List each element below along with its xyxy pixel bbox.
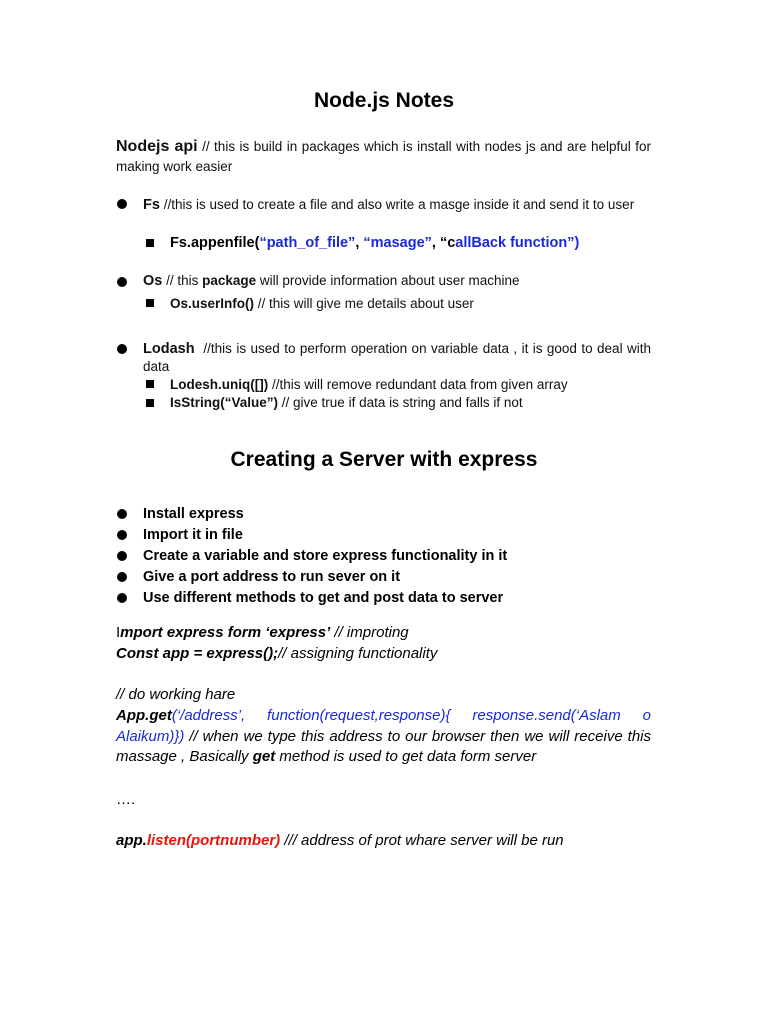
- fs-sub-arg3: allBack function”): [455, 235, 580, 251]
- lodash-text: //this is used to perform operation on variable data , it is good to deal with data: [143, 341, 651, 374]
- code-line-comment: // do working hare: [116, 686, 236, 703]
- list-subitem-os-userinfo: [170, 296, 474, 311]
- lodash-name: Lodash: [143, 341, 195, 357]
- bullet-icon: [117, 551, 127, 561]
- fs-text: //this is used to create a file and also write a masge inside it and send it to user: [163, 197, 635, 212]
- list-item-lodash: [143, 340, 651, 376]
- list-item-step: Use different methods to get and post data to server: [143, 590, 504, 606]
- code-line-listen: [116, 831, 564, 852]
- square-bullet-icon: [146, 399, 154, 407]
- bullet-icon: [117, 344, 127, 354]
- code-get-args: (‘/address’, function(request,response){ response.send(‘Aslam o Alaikum)}): [116, 707, 651, 745]
- code-listen-comment: /// address of prot whare server will be run: [280, 832, 564, 849]
- bullet-icon: [117, 572, 127, 582]
- fs-sub-arg2: “masage”: [363, 235, 432, 251]
- os-text1: // this: [162, 273, 203, 288]
- code-get-call: App.get: [116, 707, 172, 724]
- code-import-stmt: mport express form ‘express’: [120, 624, 331, 641]
- code-const-comment: // assigning functionality: [278, 645, 438, 662]
- list-item-step: Give a port address to run sever on it: [143, 569, 401, 585]
- list-subitem-lodash-uniq: [170, 377, 568, 392]
- os-package: package: [202, 273, 257, 288]
- lodash-sub2-text: // give true if data is string and falls if not: [278, 395, 523, 410]
- lodash-sub1-func: Lodesh.uniq([]): [170, 377, 269, 392]
- code-listen-app: app.: [116, 832, 147, 849]
- code-const-stmt: Const app = express();: [116, 645, 279, 662]
- square-bullet-icon: [146, 239, 154, 247]
- code-import-i: I: [116, 624, 121, 641]
- square-bullet-icon: [146, 299, 154, 307]
- code-line-import: [116, 623, 409, 644]
- list-item-fs: [143, 195, 651, 215]
- bullet-icon: [117, 530, 127, 540]
- os-sub-text: // this will give me details about user: [254, 296, 474, 311]
- list-item-step: Import it in file: [143, 527, 243, 543]
- lodash-sub1-text: //this will remove redundant data from given array: [268, 377, 568, 392]
- fs-sub-arg1: “path_of_file”: [259, 235, 356, 251]
- intro-paragraph: [116, 137, 651, 177]
- bullet-icon: [117, 199, 127, 209]
- bullet-icon: [117, 509, 127, 519]
- intro-text: // this is build in packages which is install with nodes js and are helpful for making work easier: [116, 139, 651, 174]
- code-line-const: [116, 644, 437, 665]
- bullet-icon: [117, 593, 127, 603]
- code-get-comment-b: method is used to get data form server: [275, 748, 537, 765]
- code-listen-call: listen(portnumber): [146, 832, 281, 849]
- code-get-keyword: get: [252, 748, 276, 765]
- intro-term: Nodejs api: [116, 138, 198, 155]
- code-ellipsis: ….: [116, 791, 136, 808]
- fs-sub-comma2: , “c: [431, 235, 456, 251]
- os-name: Os: [143, 273, 163, 289]
- list-item-os: [143, 273, 520, 289]
- list-item-step: Install express: [143, 506, 244, 522]
- list-item-step: Create a variable and store express functionality in it: [143, 548, 508, 564]
- square-bullet-icon: [146, 380, 154, 388]
- code-block-get: [116, 706, 651, 768]
- os-sub-func: Os.userInfo(): [170, 296, 255, 311]
- list-subitem-lodash-isstring: [170, 395, 523, 410]
- bullet-icon: [117, 277, 127, 287]
- list-subitem-fs-appendfile: [170, 235, 579, 251]
- page-title: Node.js Notes: [313, 89, 455, 112]
- section-title: Creating a Server with express: [230, 448, 538, 471]
- fs-name: Fs: [143, 197, 160, 213]
- lodash-sub2-func: IsString(“Value”): [170, 395, 279, 410]
- fs-sub-func: Fs.appenfile(: [170, 235, 260, 251]
- code-import-comment: // improting: [330, 624, 409, 641]
- os-text2: will provide information about user machine: [256, 273, 520, 288]
- fs-sub-comma1: ,: [355, 235, 364, 251]
- code-get-comment-a: // when we type this address to our browser then we will receive this massage , Basically: [116, 727, 651, 765]
